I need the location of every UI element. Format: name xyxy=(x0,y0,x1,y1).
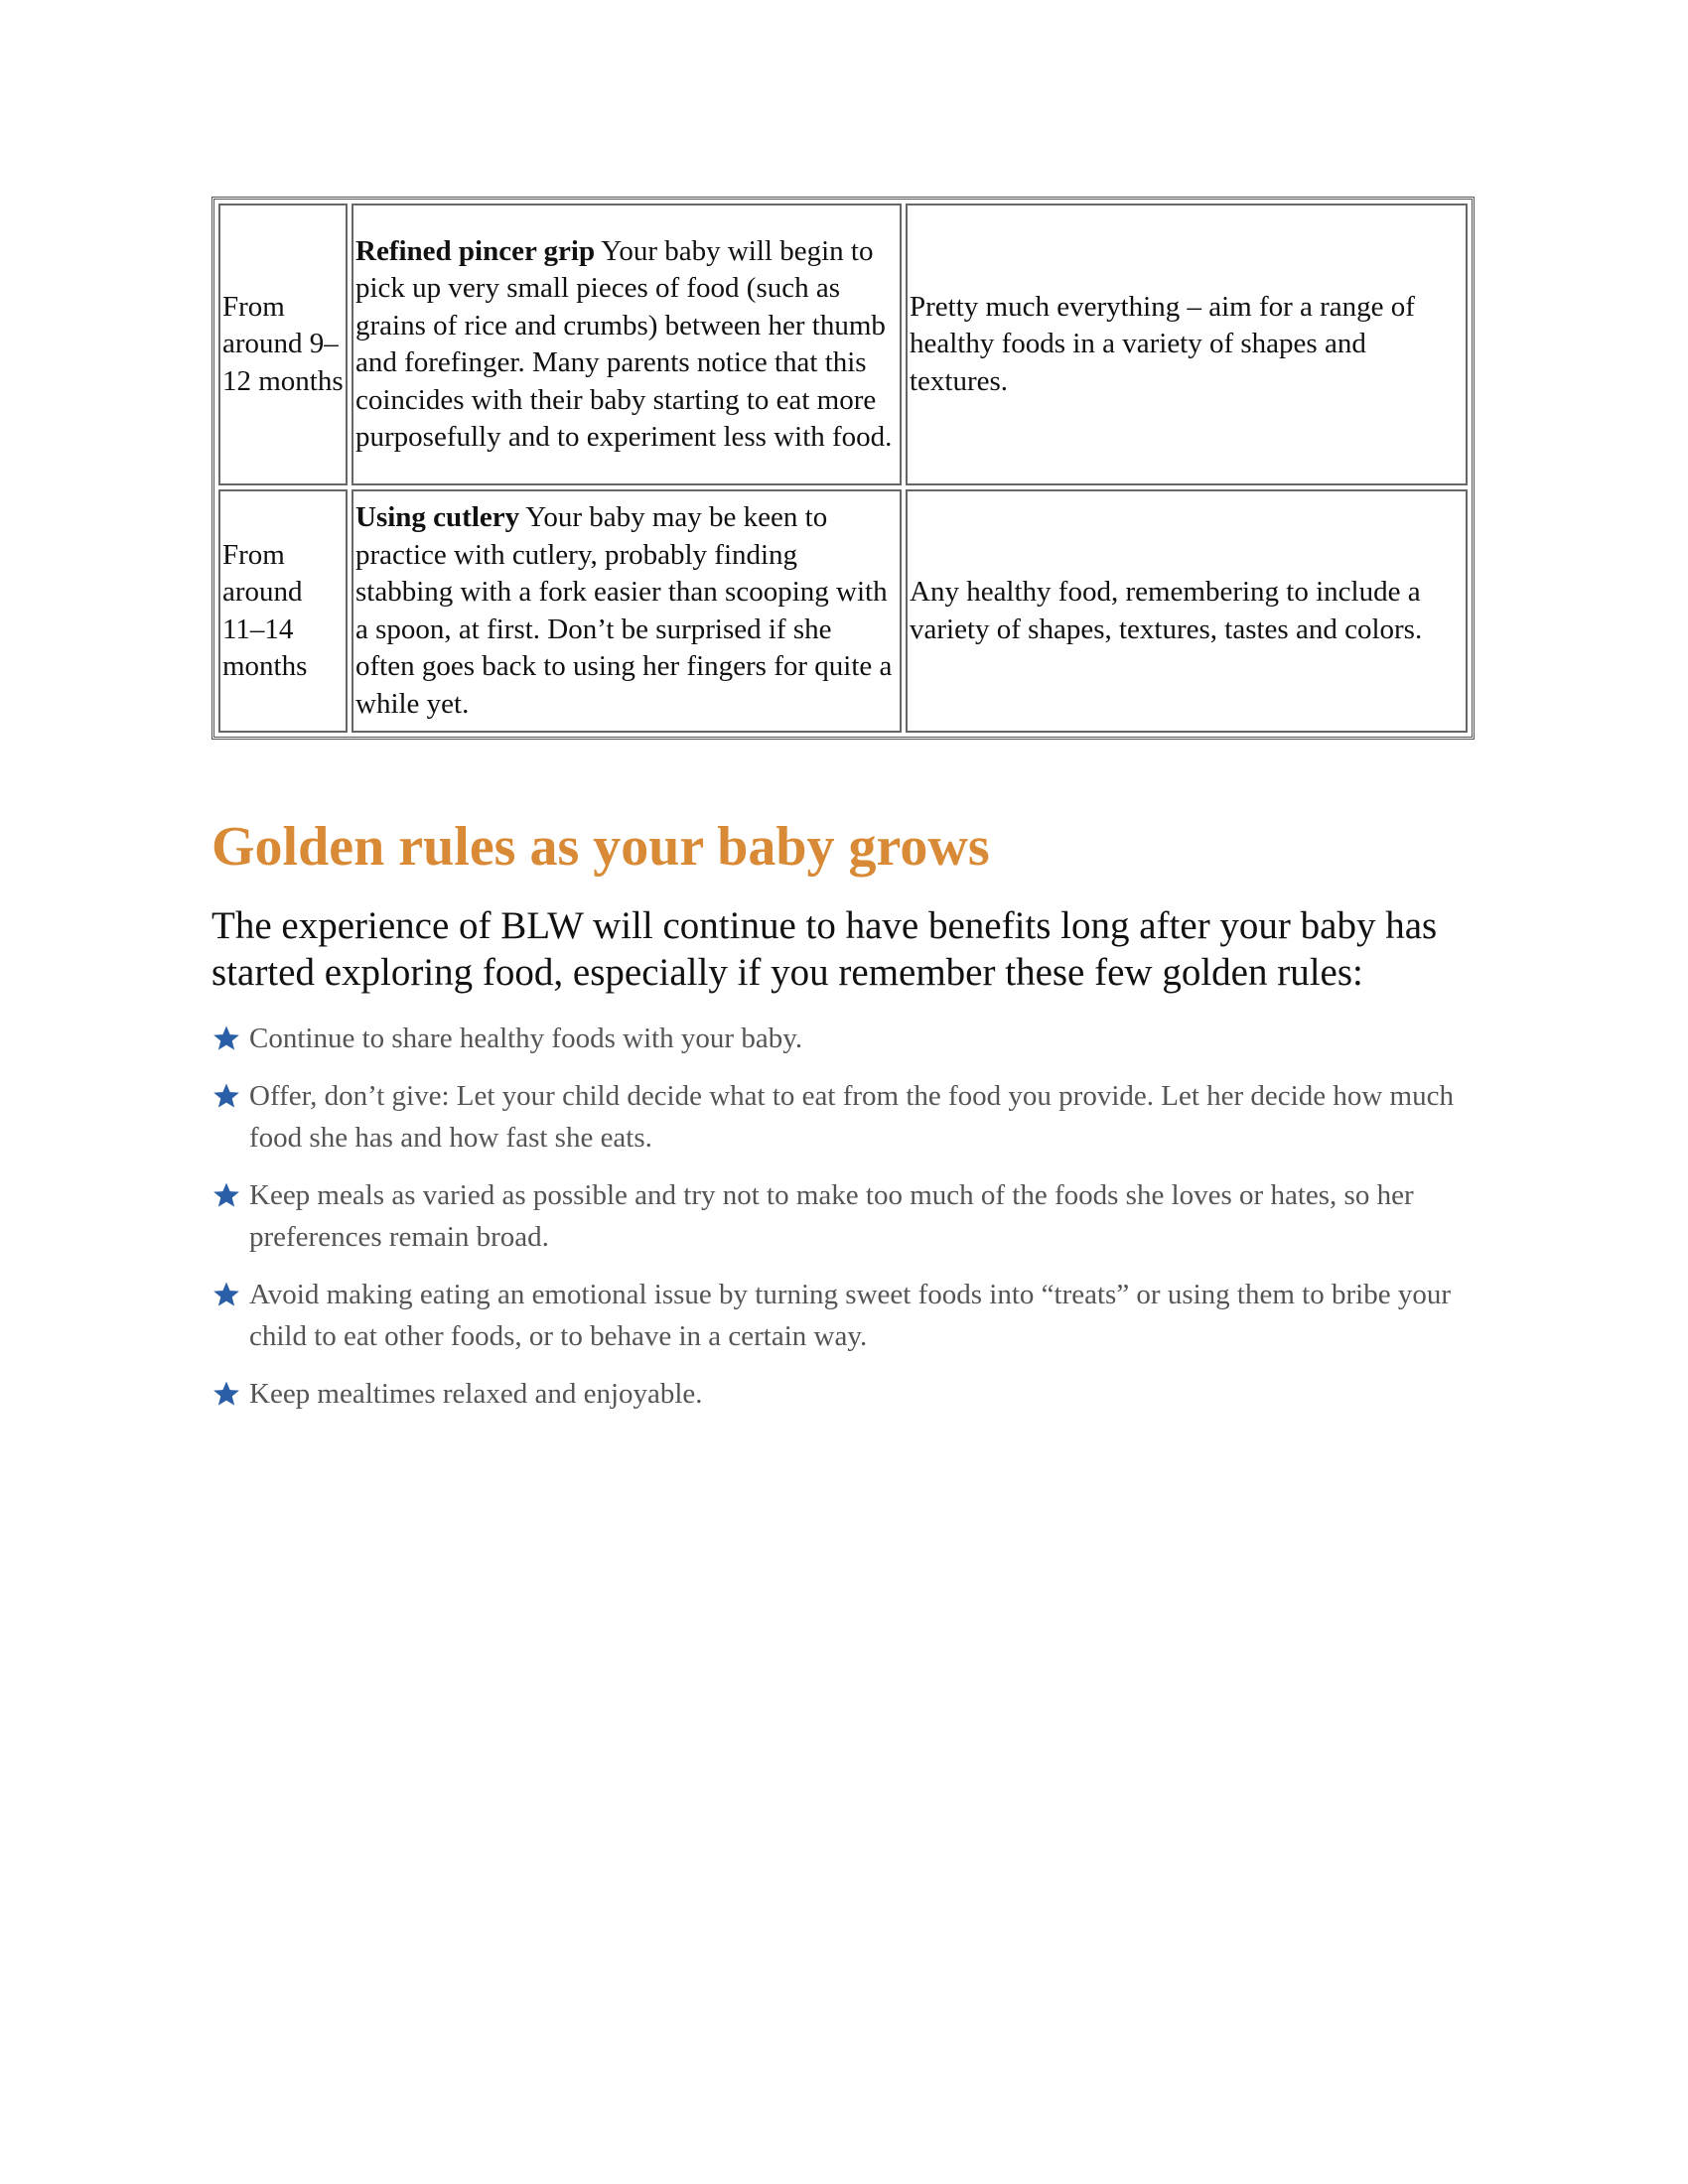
intro-paragraph: The experience of BLW will continue to have benefits long after your baby has started exploring food, especially if you remember these few golden rules: xyxy=(211,904,1438,994)
star-icon xyxy=(211,1280,241,1309)
star-icon xyxy=(211,1081,241,1111)
rule-text: Avoid making eating an emotional issue by turning sweet foods into “treats” or using them to bribe your child to eat other foods, or to behave in a certain way. xyxy=(249,1279,1451,1352)
rule-text: Offer, don’t give: Let your child decide what to eat from the food you provide. Let her decide how much food she has and how fast she eats. xyxy=(249,1080,1454,1154)
list-item xyxy=(211,1274,1480,1357)
star-icon xyxy=(211,1379,241,1409)
star-icon xyxy=(211,1024,241,1053)
skill-cell xyxy=(352,204,902,485)
skill-title: Refined pincer grip xyxy=(355,234,596,267)
section-heading: Golden rules as your baby grows xyxy=(211,816,990,878)
golden-rules-list xyxy=(211,1018,1475,1415)
feeding-stages-table xyxy=(211,197,1475,740)
skill-description: Your baby will begin to pick up very small pieces of food (such as grains of rice and crumbs) between her thumb and forefinger. Many parents notice that this coincides with their baby starting to eat more purposefully and to experiment less with food. xyxy=(355,234,893,453)
list-item xyxy=(211,1373,1480,1415)
skill-description: Your baby may be keen to practice with cutlery, probably finding stabbing with a fork easier than scooping with a spoon, at first. Don’t be surprised if she often goes back to using her fingers for quite a while yet. xyxy=(355,501,893,720)
age-cell: From around 11–14 months xyxy=(218,489,348,733)
table-row xyxy=(218,489,1468,733)
list-item xyxy=(211,1018,1480,1059)
page xyxy=(211,197,1475,1431)
rule-text: Keep mealtimes relaxed and enjoyable. xyxy=(249,1378,703,1410)
table-row xyxy=(218,204,1468,485)
rule-text: Continue to share healthy foods with your baby. xyxy=(249,1023,803,1054)
foods-cell: Any healthy food, remembering to include a variety of shapes, textures, tastes and colors. xyxy=(906,489,1468,733)
list-item xyxy=(211,1075,1480,1159)
star-icon xyxy=(211,1180,241,1210)
age-cell: From around 9–12 months xyxy=(218,204,348,485)
rule-text: Keep meals as varied as possible and try not to make too much of the foods she loves or hates, so her preferences remain broad. xyxy=(249,1179,1414,1253)
skill-title: Using cutlery xyxy=(355,501,520,533)
skill-cell xyxy=(352,489,902,733)
foods-cell: Pretty much everything – aim for a range of healthy foods in a variety of shapes and textures. xyxy=(906,204,1468,485)
list-item xyxy=(211,1174,1480,1258)
